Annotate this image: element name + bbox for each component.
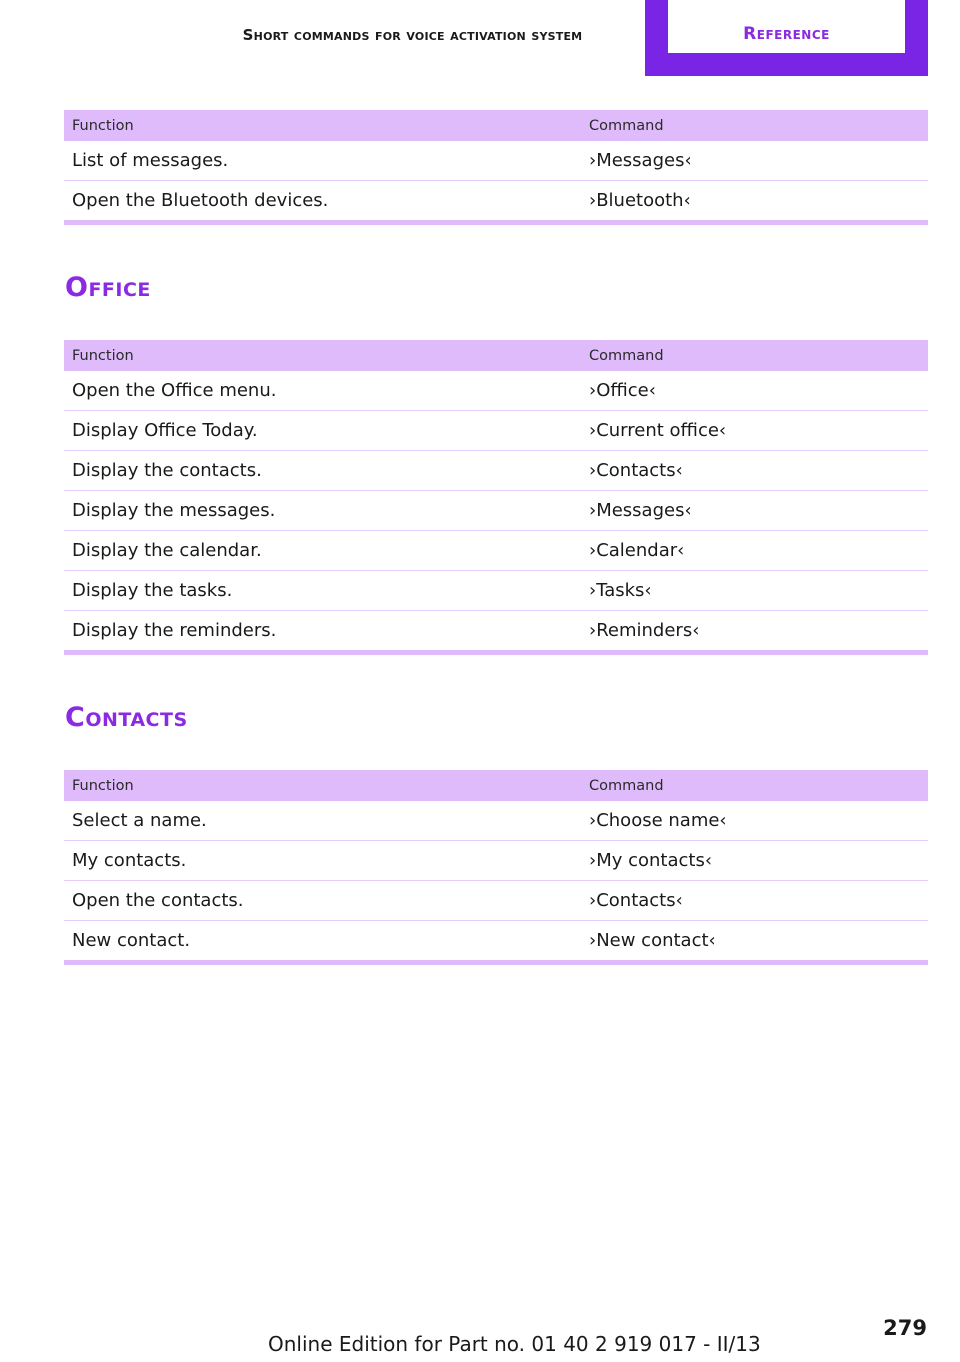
table-header-row (64, 770, 928, 801)
table-row (64, 181, 928, 221)
table-row (64, 801, 928, 841)
command-cell: ›Calendar‹ (581, 531, 928, 571)
office-table (64, 340, 928, 651)
table-row (64, 141, 928, 181)
function-cell: Select a name. (64, 801, 581, 841)
table-row (64, 841, 928, 881)
command-column-header: Command (581, 770, 928, 801)
command-column-header: Command (581, 340, 928, 371)
table-row (64, 531, 928, 571)
reference-tab (645, 0, 928, 76)
table-row (64, 371, 928, 411)
command-column-header: Command (581, 110, 928, 141)
command-cell: ›Reminders‹ (581, 611, 928, 651)
contacts-table (64, 770, 928, 961)
table-end-bar (64, 650, 928, 655)
table-row (64, 451, 928, 491)
table-row (64, 881, 928, 921)
table-row (64, 611, 928, 651)
command-cell: ›Bluetooth‹ (581, 181, 928, 221)
function-column-header: Function (64, 770, 581, 801)
function-column-header: Function (64, 110, 581, 141)
command-cell: ›New contact‹ (581, 921, 928, 961)
table-row (64, 571, 928, 611)
function-cell: Open the contacts. (64, 881, 581, 921)
function-cell: My contacts. (64, 841, 581, 881)
section-heading-contacts: Contacts (65, 702, 188, 733)
function-cell: List of messages. (64, 141, 581, 181)
messages-table (64, 110, 928, 221)
command-cell: ›Choose name‹ (581, 801, 928, 841)
table-header-row (64, 110, 928, 141)
command-cell: ›Contacts‹ (581, 451, 928, 491)
table-row (64, 921, 928, 961)
function-cell: Display the reminders. (64, 611, 581, 651)
command-cell: ›Contacts‹ (581, 881, 928, 921)
function-cell: Display the contacts. (64, 451, 581, 491)
footer-edition: Online Edition for Part no. 01 40 2 919 017 - II/13 (268, 1332, 761, 1356)
command-cell: ›Messages‹ (581, 491, 928, 531)
table-end-bar (64, 960, 928, 965)
reference-tab-label: Reference (668, 0, 905, 53)
command-cell: ›My contacts‹ (581, 841, 928, 881)
page-number: 279 (883, 1316, 927, 1340)
table-row (64, 491, 928, 531)
function-cell: Display the calendar. (64, 531, 581, 571)
function-cell: Open the Office menu. (64, 371, 581, 411)
command-cell: ›Messages‹ (581, 141, 928, 181)
command-cell: ›Current office‹ (581, 411, 928, 451)
function-cell: Display the tasks. (64, 571, 581, 611)
function-cell: Display Office Today. (64, 411, 581, 451)
function-column-header: Function (64, 340, 581, 371)
command-cell: ›Office‹ (581, 371, 928, 411)
command-cell: ›Tasks‹ (581, 571, 928, 611)
section-heading-office: Office (65, 272, 151, 303)
table-end-bar (64, 220, 928, 225)
function-cell: Display the messages. (64, 491, 581, 531)
header-title: Short commands for voice activation system (242, 26, 583, 44)
table-row (64, 411, 928, 451)
function-cell: New contact. (64, 921, 581, 961)
table-header-row (64, 340, 928, 371)
function-cell: Open the Bluetooth devices. (64, 181, 581, 221)
